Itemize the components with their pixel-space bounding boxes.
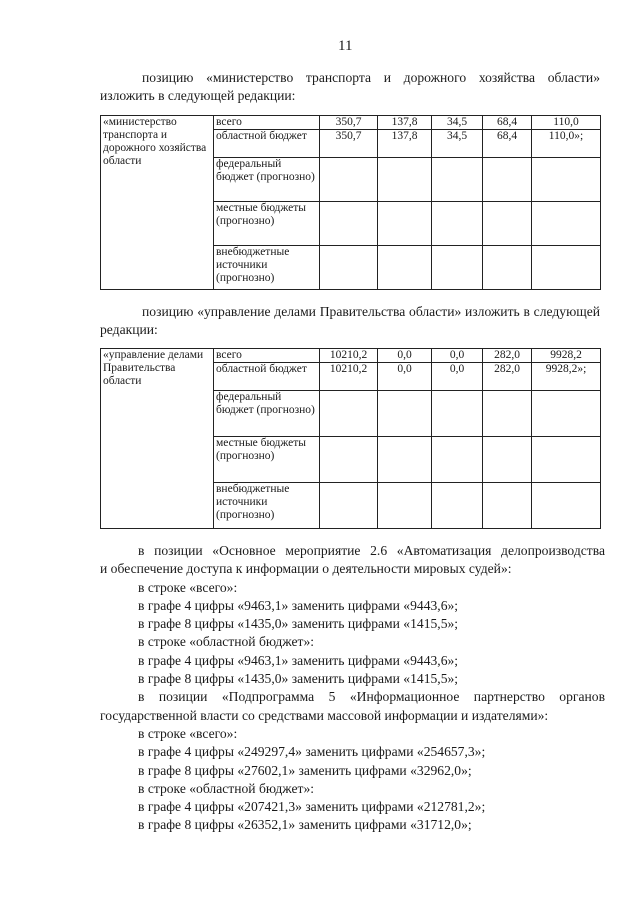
value-cell: 110,0»; (532, 130, 601, 158)
row-label: всего (214, 116, 320, 130)
table-row (101, 349, 601, 363)
text-line: и обеспечение доступа к информации о деятельности мировых судей»: (100, 561, 512, 577)
intro-text-2: позицию «управление делами Правительства области» изложить в следующей редакции: (100, 304, 600, 337)
value-cell: 0,0 (378, 349, 432, 363)
row-label: федеральный бюджет (прогнозно) (214, 158, 320, 202)
row-label: областной бюджет (214, 130, 320, 158)
budget-table-government-affairs (100, 348, 601, 529)
value-cell: 0,0 (378, 363, 432, 391)
row-label: всего (214, 349, 320, 363)
amendment-text (100, 542, 605, 835)
text-line: в позиции «Основное мероприятие 2.6 «Автоматизация делопроизводства (138, 543, 605, 558)
value-cell: 68,4 (483, 116, 532, 130)
row-label: федеральный бюджет (прогнозно) (214, 391, 320, 437)
value-cell: 0,0 (432, 349, 483, 363)
text-line: в строке «всего»: (138, 579, 238, 595)
page-number: 11 (338, 38, 353, 54)
intro-text-1: позицию «министерство транспорта и дорожного хозяйства области» изложить в следующей редакции: (100, 70, 600, 103)
value-cell: 350,7 (320, 116, 378, 130)
text-line: в графе 4 цифры «249297,4» заменить цифрами «254657,3»; (138, 744, 486, 760)
text-line: в графе 8 цифры «1435,0» заменить цифрами «1415,5»; (138, 616, 459, 632)
value-cell: 10210,2 (320, 349, 378, 363)
intro-paragraph-1 (100, 69, 600, 105)
text-line: в строке «всего»: (138, 725, 238, 741)
value-cell: 9928,2»; (532, 363, 601, 391)
value-cell: 350,7 (320, 130, 378, 158)
text-line: в строке «областной бюджет»: (138, 634, 315, 650)
value-cell: 282,0 (483, 349, 532, 363)
value-cell: 282,0 (483, 363, 532, 391)
text-line: в графе 4 цифры «9463,1» заменить цифрами «9443,6»; (138, 652, 459, 668)
entity-cell: «министерство транспорта и дорожного хозяйства области (101, 116, 214, 290)
value-cell: 110,0 (532, 116, 601, 130)
text-line: в позиции «Подпрограмма 5 «Информационное партнерство органов (138, 689, 605, 705)
value-cell: 137,8 (378, 116, 432, 130)
text-line: в графе 8 цифры «26352,1» заменить цифрами «31712,0»; (138, 817, 472, 833)
value-cell: 10210,2 (320, 363, 378, 391)
row-label: внебюджетные источники (прогнозно) (214, 246, 320, 290)
row-label: местные бюджеты (прогнозно) (214, 202, 320, 246)
value-cell: 137,8 (378, 130, 432, 158)
value-cell: 0,0 (432, 363, 483, 391)
value-cell: 68,4 (483, 130, 532, 158)
entity-cell: «управление делами Правительства области (101, 349, 214, 529)
row-label: внебюджетные источники (прогнозно) (214, 483, 320, 529)
text-line: в строке «областной бюджет»: (138, 780, 315, 796)
value-cell: 34,5 (432, 116, 483, 130)
intro-paragraph-2 (100, 303, 600, 339)
budget-table-ministry-transport (100, 115, 601, 290)
row-label: областной бюджет (214, 363, 320, 391)
text-line: государственной власти со средствами массовой информации и издателями»: (100, 707, 549, 723)
text-line: в графе 8 цифры «27602,1» заменить цифрами «32962,0»; (138, 762, 472, 778)
value-cell: 9928,2 (532, 349, 601, 363)
text-line: в графе 4 цифры «207421,3» заменить цифрами «212781,2»; (138, 799, 486, 815)
text-line: в графе 4 цифры «9463,1» заменить цифрами «9443,6»; (138, 597, 459, 613)
value-cell: 34,5 (432, 130, 483, 158)
row-label: местные бюджеты (прогнозно) (214, 437, 320, 483)
table-row (101, 116, 601, 130)
text-line: в графе 8 цифры «1435,0» заменить цифрами «1415,5»; (138, 671, 459, 687)
